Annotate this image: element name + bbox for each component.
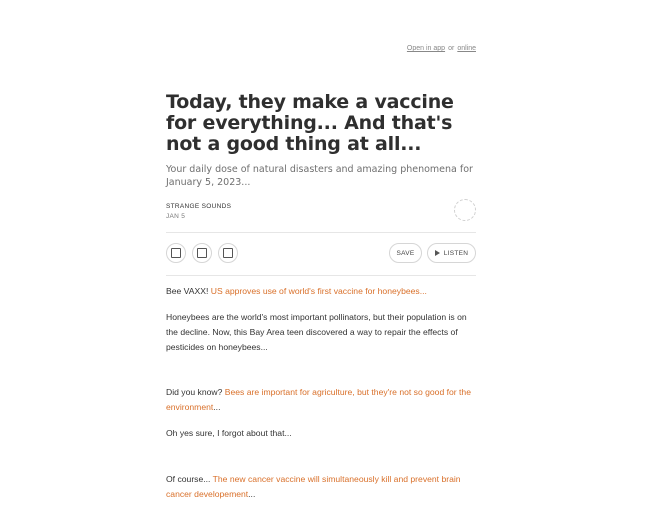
byline — [166, 202, 476, 224]
comment-icon — [197, 248, 207, 258]
article-subtitle: Your daily dose of natural disasters and amazing phenomena for January 5, 2023... — [166, 164, 473, 188]
publication-name[interactable]: STRANGE SOUNDS — [166, 203, 232, 210]
paragraph — [166, 284, 476, 299]
share-icon — [223, 248, 233, 258]
link-ellipsis: ... — [248, 489, 256, 499]
like-button[interactable] — [166, 243, 186, 263]
online-link[interactable]: online — [457, 45, 476, 52]
action-bar — [166, 233, 476, 275]
open-in-app-link[interactable]: Open in app — [406, 45, 446, 52]
cancer-vaccine-link[interactable]: The new cancer vaccine will simultaneously kill and prevent brain cancer developement — [166, 474, 461, 499]
honeybee-vaccine-link[interactable]: US approves use of world's first vaccine for honeybees... — [210, 286, 427, 296]
divider — [166, 275, 476, 276]
publication-logo[interactable] — [454, 199, 476, 221]
listen-label: LISTEN — [443, 249, 469, 257]
paragraph — [166, 385, 476, 415]
play-icon — [435, 250, 440, 256]
paragraph-text: Did you know? — [166, 387, 223, 397]
save-button[interactable] — [389, 243, 422, 263]
paragraph: Oh yes sure, I forgot about that... — [166, 428, 292, 438]
paragraph: Honeybees are the world's most important pollinators, but their population is on the decline. Now, this Bay Area teen discovered a way to repair the effects of pesticides on honeybees... — [166, 312, 467, 352]
comment-button[interactable] — [192, 243, 212, 263]
publish-date: JAN 5 — [166, 213, 186, 220]
article — [166, 92, 476, 502]
save-label: SAVE — [396, 249, 415, 257]
top-links — [300, 45, 476, 52]
like-icon — [171, 248, 181, 258]
paragraph — [166, 472, 476, 502]
paragraph-text: Bee VAXX! — [166, 286, 209, 296]
share-button[interactable] — [218, 243, 238, 263]
or-text: or — [448, 45, 455, 52]
listen-button[interactable] — [427, 243, 476, 263]
paragraph-text: Of course... — [166, 474, 211, 484]
link-ellipsis: ... — [213, 402, 221, 412]
article-body — [166, 284, 476, 502]
article-title[interactable]: Today, they make a vaccine for everything... And that's not a good thing at all... — [166, 91, 454, 155]
bees-environment-link[interactable]: Bees are important for agriculture, but they're not so good for the environment — [166, 387, 471, 412]
